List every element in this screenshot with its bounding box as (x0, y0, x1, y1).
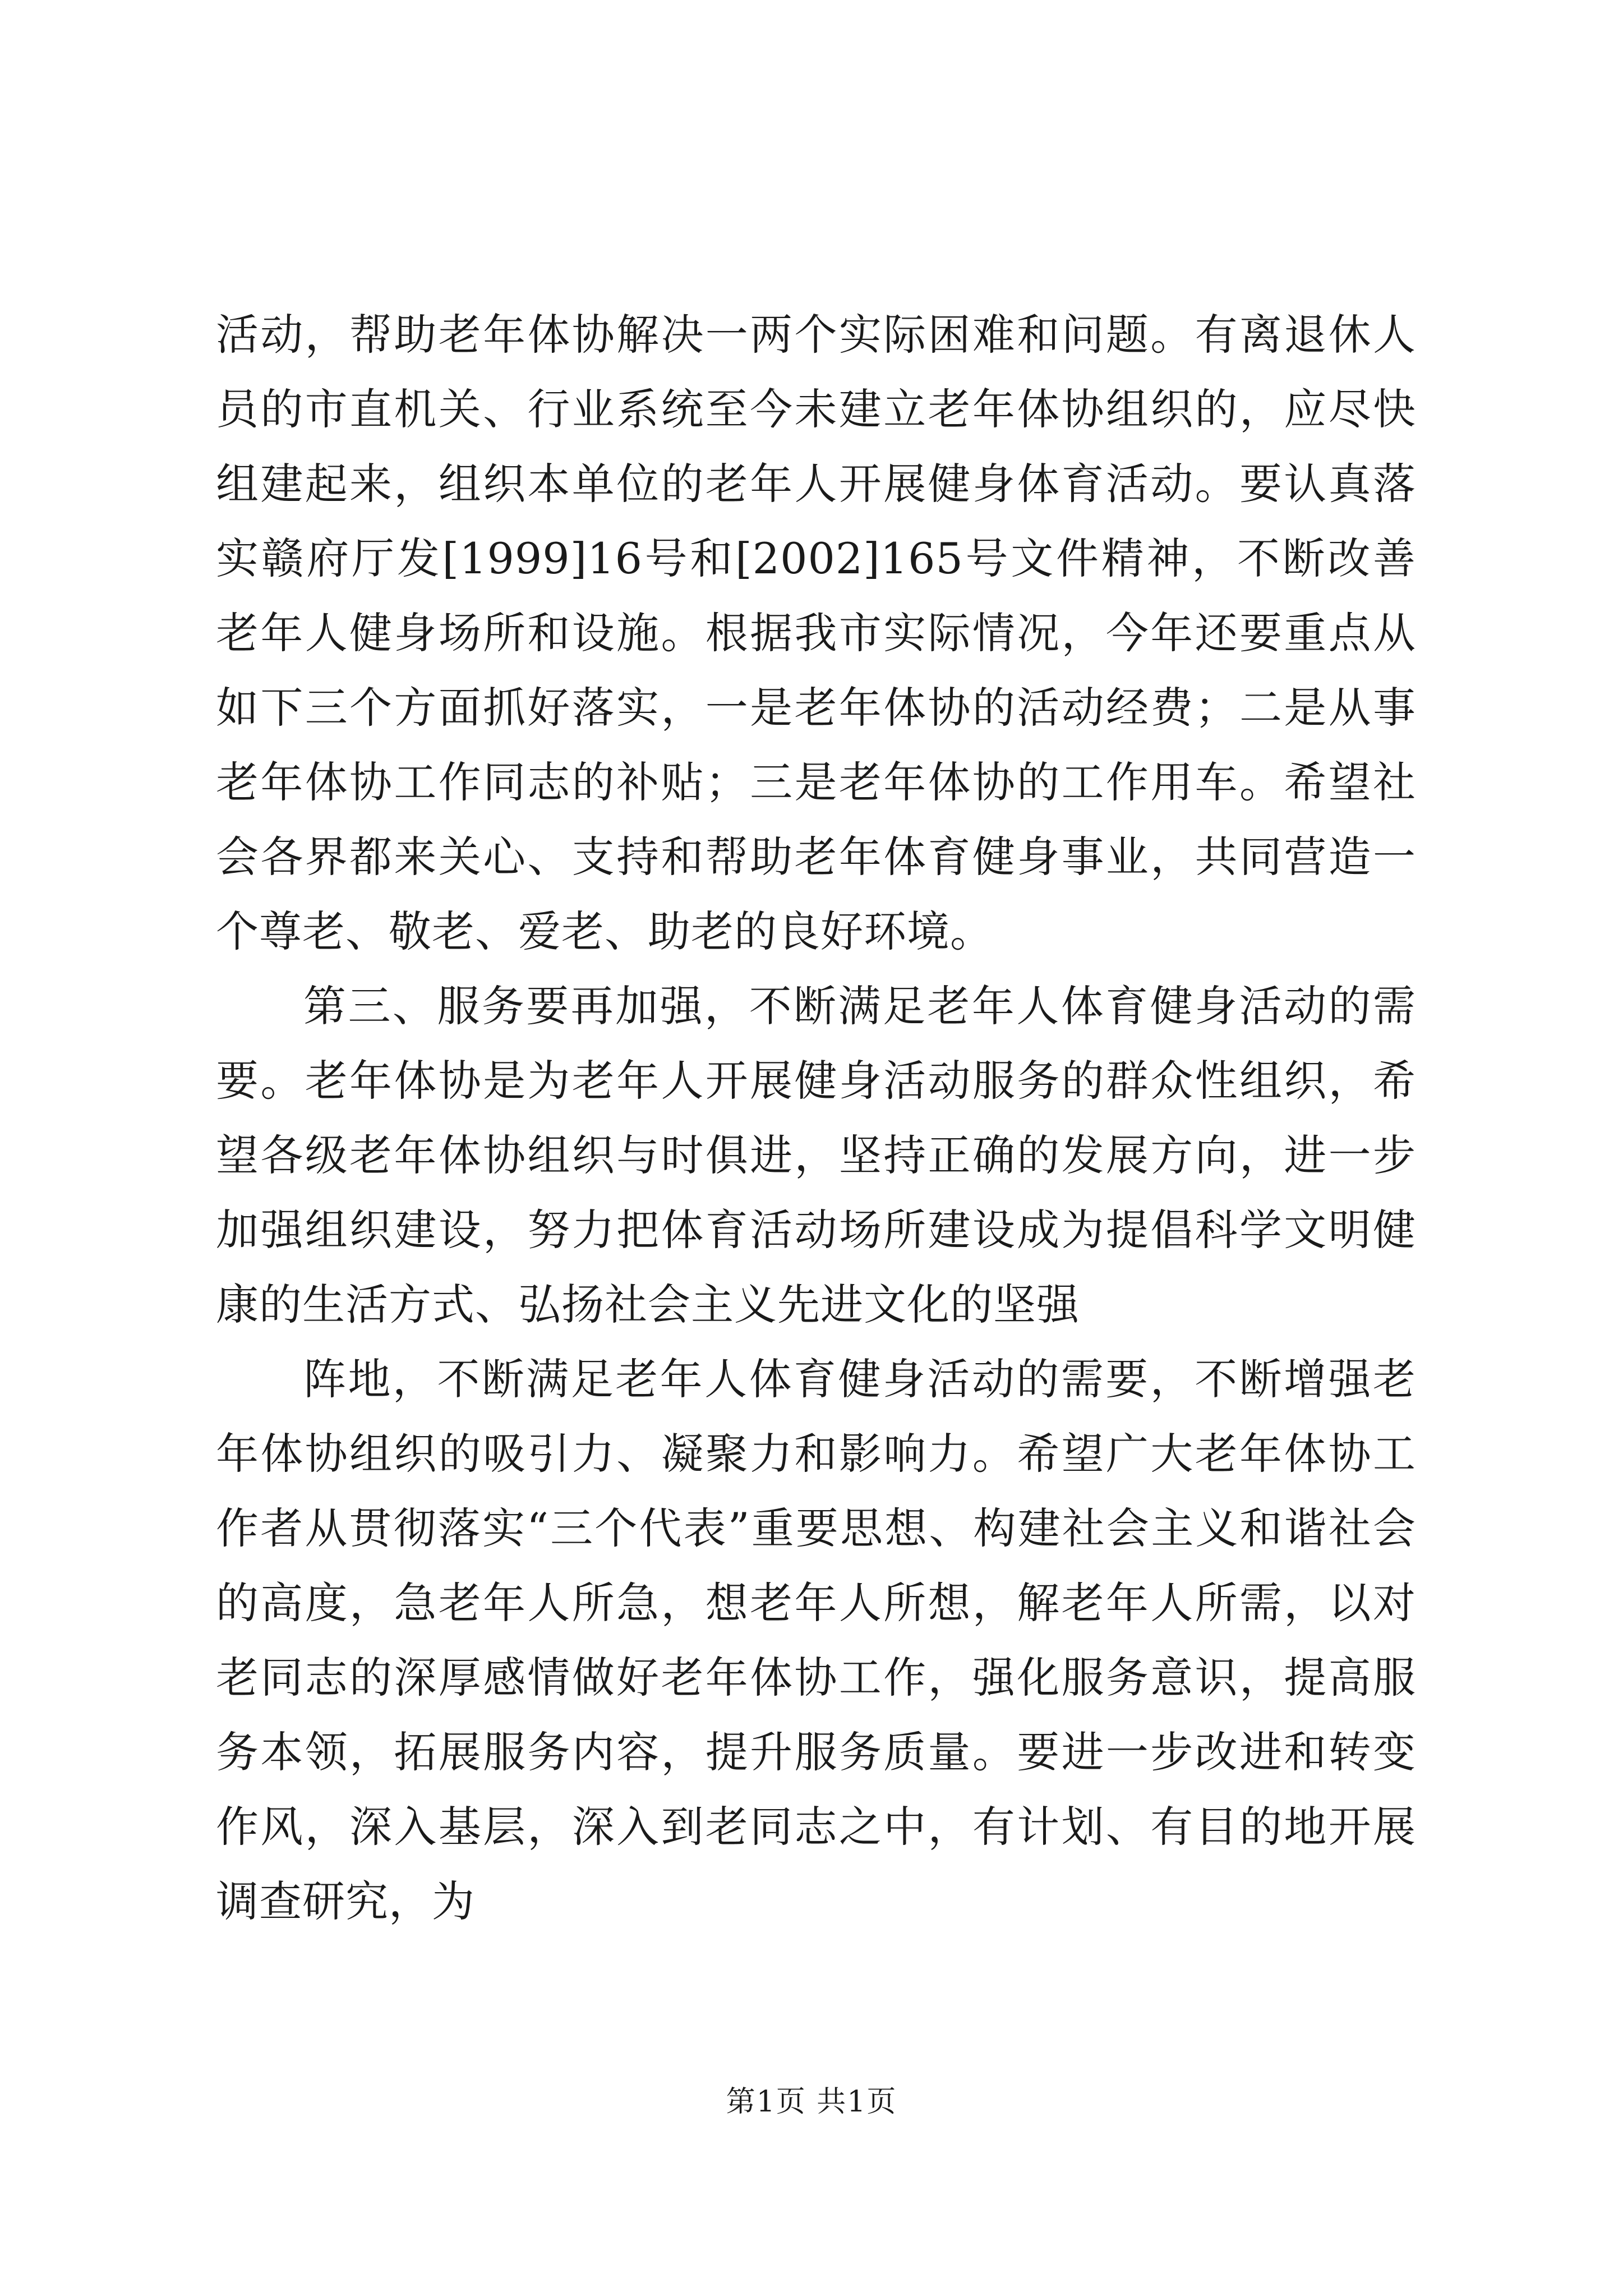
paragraph-2: 第三、服务要再加强，不断满足老年人体育健身活动的需要。老年体协是为老年人开展健身活动服务的群众性组织，希望各级老年体协组织与时俱进，坚持正确的发展方向，进一步加强组织建设，努力把体育活动场所建设成为提倡科学文明健康的生活方式、弘扬社会主义先进文化的坚强 (216, 981, 1416, 1329)
page-number-footer: 第1页 共1页 (726, 2085, 897, 2119)
paragraph-1: 活动，帮助老年体协解决一两个实际困难和问题。有离退休人员的市直机关、行业系统至今未建立老年体协组织的，应尽快组建起来，组织本单位的老年人开展健身体育活动。要认真落实赣府厅发[1999]16号和[2002]165号文件精神，不断改善老年人健身场所和设施。根据我市实际情况，今年还要重点从如下三个方面抓好落实，一是老年体协的活动经费；二是从事老年体协工作同志的补贴；三是老年体协的工作用车。希望社会各界都来关心、支持和帮助老年体育健身事业，共同营造一个尊老、敬老、爱老、助老的良好环境。 (216, 310, 1416, 956)
document-body (216, 297, 1416, 1939)
paragraph-3: 阵地，不断满足老年人体育健身活动的需要，不断增强老年体协组织的吸引力、凝聚力和影响力。希望广大老年体协工作者从贯彻落实“三个代表”重要思想、构建社会主义和谐社会的高度，急老年人所急，想老年人所想，解老年人所需，以对老同志的深厚感情做好老年体协工作，强化服务意识，提高服务本领，拓展服务内容，提升服务质量。要进一步改进和转变作风，深入基层，深入到老同志之中，有计划、有目的地开展调查研究，为 (216, 1354, 1416, 1926)
